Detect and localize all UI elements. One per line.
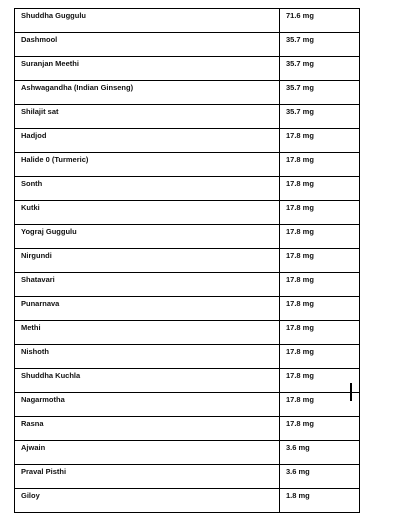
ingredient-table [14,8,360,513]
ingredient-name: Sonth [15,177,280,201]
ingredient-name: Punarnava [15,297,280,321]
ingredient-quantity: 17.8 mg [280,225,360,249]
ingredient-quantity: 3.6 mg [280,465,360,489]
ingredient-name: Ashwagandha (Indian Ginseng) [15,81,280,105]
ingredient-name: Nishoth [15,345,280,369]
table-row [15,177,360,201]
ingredient-name: Rasna [15,417,280,441]
table-row [15,297,360,321]
table-row [15,393,360,417]
table-row [15,345,360,369]
ingredient-quantity: 1.8 mg [280,489,360,513]
table-row [15,249,360,273]
ingredient-quantity: 17.8 mg [280,249,360,273]
table-row [15,105,360,129]
ingredient-quantity: 35.7 mg [280,81,360,105]
table-row [15,225,360,249]
ingredient-name: Nirgundi [15,249,280,273]
ingredient-quantity: 17.8 mg [280,201,360,225]
ingredient-name: Hadjod [15,129,280,153]
table-row [15,33,360,57]
table-row [15,369,360,393]
table-row [15,465,360,489]
ingredient-table-body [15,9,360,513]
ingredient-name: Shuddha Kuchla [15,369,280,393]
ingredient-name: Nagarmotha [15,393,280,417]
ingredient-name: Dashmool [15,33,280,57]
table-row [15,321,360,345]
table-row [15,441,360,465]
ingredient-quantity: 17.8 mg [280,297,360,321]
ingredient-name: Kutki [15,201,280,225]
ingredient-quantity: 35.7 mg [280,33,360,57]
table-row [15,417,360,441]
ingredient-quantity: 17.8 mg [280,129,360,153]
ingredient-quantity: 17.8 mg [280,321,360,345]
ingredient-name: Giloy [15,489,280,513]
ingredient-quantity: 35.7 mg [280,57,360,81]
ingredient-name: Shuddha Guggulu [15,9,280,33]
table-row [15,9,360,33]
table-row [15,201,360,225]
ingredient-quantity: 17.8 mg [280,177,360,201]
ingredient-quantity: 3.6 mg [280,441,360,465]
ingredient-quantity: 17.8 mg [280,273,360,297]
page-edge-mark [350,383,352,401]
ingredient-name: Shatavari [15,273,280,297]
ingredient-name: Ajwain [15,441,280,465]
ingredient-quantity: 17.8 mg [280,345,360,369]
ingredient-quantity: 17.8 mg [280,369,360,393]
ingredient-name: Praval Pisthi [15,465,280,489]
table-row [15,81,360,105]
ingredient-quantity: 35.7 mg [280,105,360,129]
ingredient-quantity: 17.8 mg [280,417,360,441]
ingredient-quantity: 71.6 mg [280,9,360,33]
ingredient-name: Suranjan Meethi [15,57,280,81]
ingredient-quantity: 17.8 mg [280,153,360,177]
ingredient-name: Shilajit sat [15,105,280,129]
ingredient-quantity: 17.8 mg [280,393,360,417]
table-row [15,273,360,297]
ingredient-name: Methi [15,321,280,345]
ingredient-name: Halide 0 (Turmeric) [15,153,280,177]
table-row [15,129,360,153]
table-row [15,489,360,513]
ingredient-name: Yograj Guggulu [15,225,280,249]
table-row [15,57,360,81]
table-row [15,153,360,177]
